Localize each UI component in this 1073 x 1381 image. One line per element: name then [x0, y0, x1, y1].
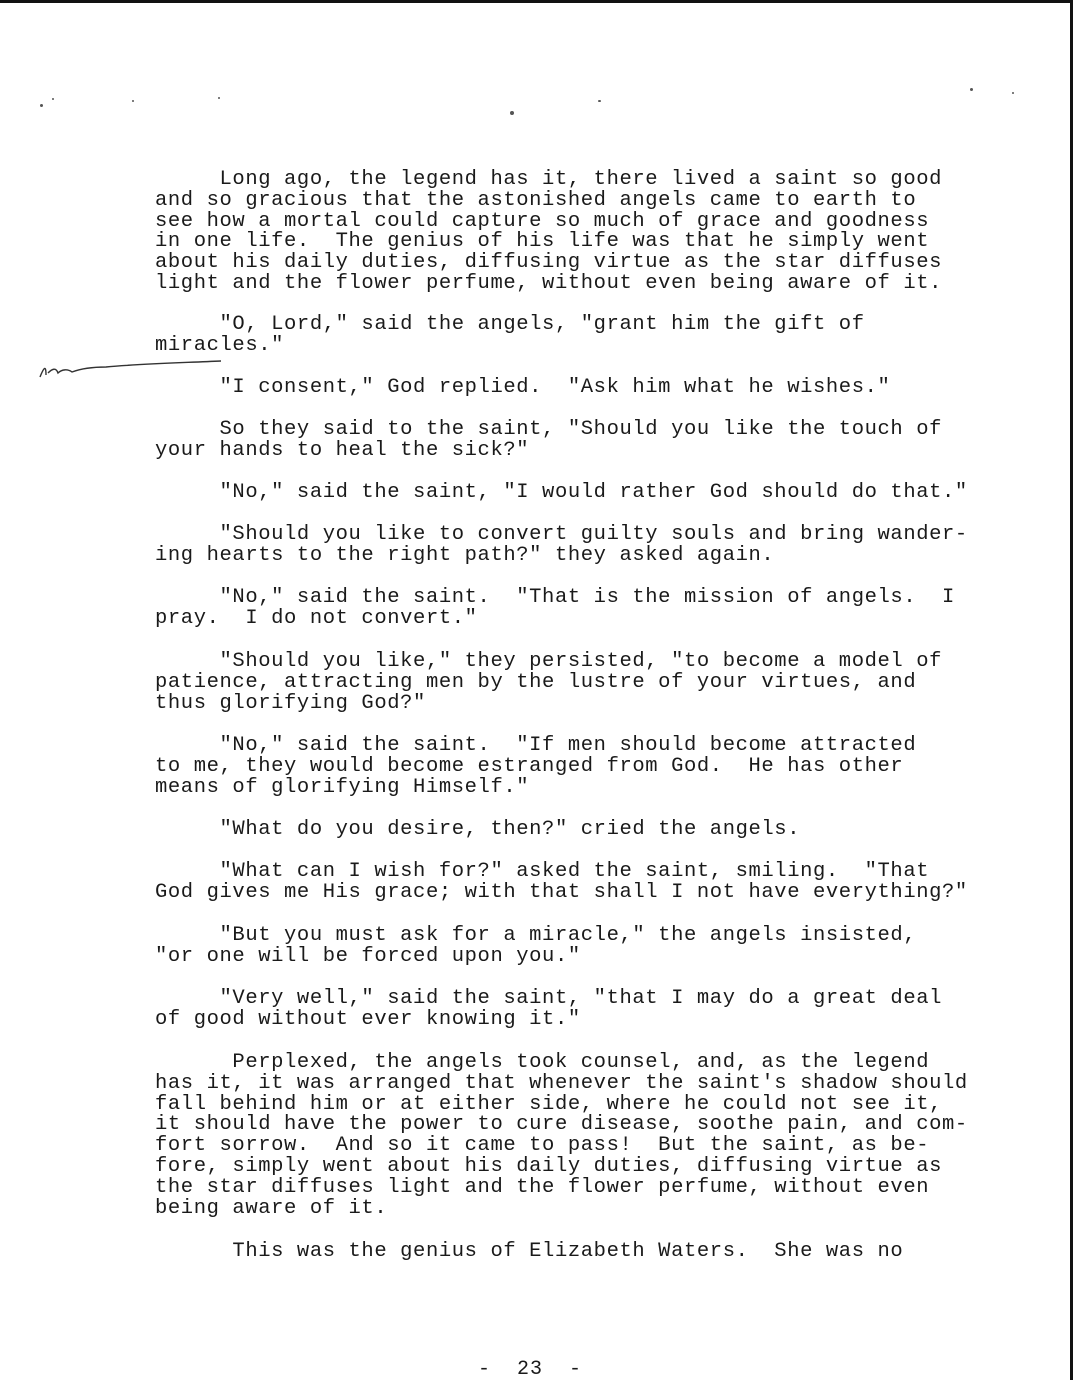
paragraph-saint-reply-convert: "No," said the saint. "That is the mission of angels. I pray. I do not convert.": [155, 586, 955, 630]
paragraph-angels-insist: "But you must ask for a miracle," the angels insisted, "or one will be forced upon you.": [155, 924, 917, 968]
scan-speck: [132, 100, 134, 102]
scan-speck: [40, 104, 43, 107]
paragraph-patience-question: "Should you like," they persisted, "to become a model of patience, attracting men by the lustre of your virtues, and thus glorifying God?": [155, 650, 943, 715]
paragraph-god-consent: "I consent," God replied. "Ask him what he wishes.": [155, 376, 891, 399]
paragraph-saint-wish: "What can I wish for?" asked the saint, smiling. "That God gives me His grace; with that shall I not have everything?": [155, 860, 968, 904]
scan-speck: [598, 100, 601, 102]
scan-speck: [1012, 92, 1014, 94]
paragraph-heal-question: So they said to the saint, "Should you like the touch of your hands to heal the sick?": [155, 418, 943, 462]
scan-speck: [52, 98, 54, 100]
paragraph-legend-intro: Long ago, the legend has it, there lived a saint so good and so gracious that the astonished angels came to earth to see how a mortal could capture so much of grace and goodness in one life. The genius of his life was that he simply went about his daily duties, diffusing virtue as the star diffuses light and the flower perfume, without even being aware of it.: [155, 168, 943, 295]
paragraph-convert-question: "Should you like to convert guilty souls and bring wander- ing hearts to the right path?" they asked again.: [155, 523, 968, 567]
scan-speck: [218, 97, 220, 99]
paragraph-saint-very-well: "Very well," said the saint, "that I may do a great deal of good without ever knowing it.": [155, 987, 943, 1031]
scan-speck: [510, 111, 514, 115]
page-number: - 23 -: [478, 1358, 583, 1381]
paragraph-saint-reply-patience: "No," said the saint. "If men should become attracted to me, they would become estranged from God. He has other means of glorifying Himself.": [155, 734, 917, 799]
scan-speck: [970, 88, 973, 91]
paragraph-elizabeth-waters: This was the genius of Elizabeth Waters. She was no: [155, 1240, 904, 1263]
paragraph-angels-desire: "What do you desire, then?" cried the angels.: [155, 818, 801, 841]
paragraph-shadow-miracle: Perplexed, the angels took counsel, and, as the legend has it, it was arranged that whenever the saint's shadow should fall behind him or at either side, where he could not see it, it should have the power to cure disease, soothe pain, and com- fort sorrow. And so it came to pass! But the saint, as be- fore, simply went about his daily duties, diffusing virtue as the star diffuses light and the flower perfume, without even being aware of it.: [155, 1051, 968, 1220]
paragraph-saint-reply-heal: "No," said the saint, "I would rather God should do that.": [155, 481, 968, 504]
paragraph-angels-request: "O, Lord," said the angels, "grant him the gift of miracles.": [155, 313, 865, 357]
